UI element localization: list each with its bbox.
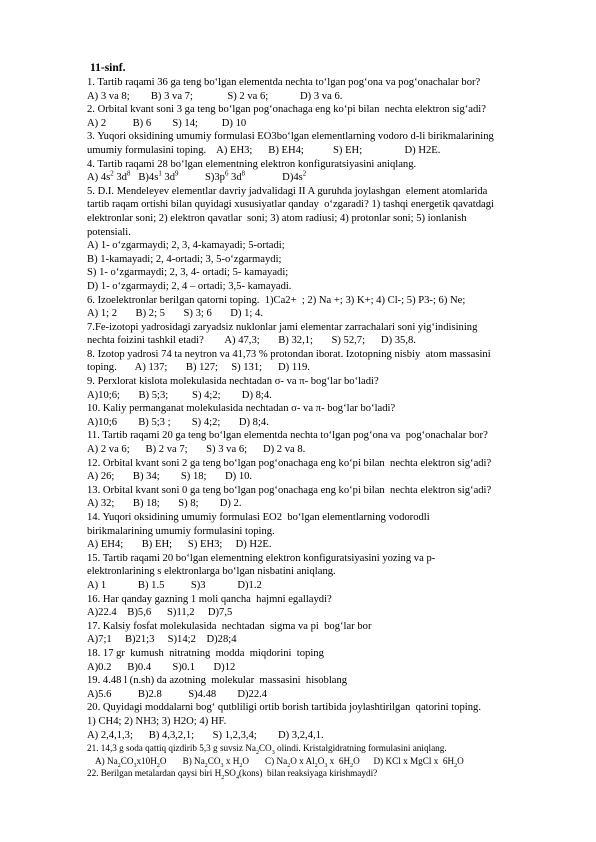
text-line: umumiy formulasini toping. A) EH3; B) EH4; S) EH; D) H2E. xyxy=(87,144,441,156)
text-line: birikmalarining umumiy formulasini toping. xyxy=(87,525,275,537)
text-line: A) 1- o‘zgarmaydi; 2, 3, 4-kamayadi; 5-ortadi; xyxy=(87,240,285,252)
text-line: S) 1- o‘zgarmaydi; 2, 3, 4- ortadi; 5- kamayadi; xyxy=(87,267,289,279)
text-line: 13. Orbital kvant soni 0 ga teng bo‘lgan pog‘onachaga eng ko‘pi bilan nechta elektron sig‘adi? xyxy=(87,484,492,496)
text-line: 2. Orbital kvant soni 3 ga teng bo‘lgan pog‘onachaga eng ko‘pi bilan nechta elektron sig‘adi? xyxy=(87,104,486,116)
text-line: A) $4s^2$ $3d^8$ $B)4s^1$ $3d^9$ $S)3p^6$ $3d^8$ $D)4s^2$ xyxy=(87,170,307,184)
text-line: 5. D.I. Mendeleyev elementlar davriy jadvalidagi II A guruhda joylashgan element atomlarida xyxy=(87,185,488,197)
text-line: 22. Berilgan metalardan qaysi biri $H_2SO_4(kons)$ bilan reaksiyaga kirishmaydi? xyxy=(87,767,378,781)
page-title: 11-sinf. xyxy=(90,62,126,74)
text-line: A)10;6 B) 5;3 ; S) 4;2; D) 8;4. xyxy=(87,416,269,428)
text-line: A) 2 B) 6 S) 14; D) 10 xyxy=(87,117,247,129)
text-line: 11. Tartib raqami 20 ga teng bo‘lgan elementda nechta to‘lgan pog‘ona va pog‘onachalar bor? xyxy=(87,430,488,442)
text-line: A) 2 va 6; B) 2 va 7; S) 3 va 6; D) 2 va 8. xyxy=(87,444,306,456)
text-line: elektronlarining s elektronlarga bo‘lgan nisbatini aniqlang. xyxy=(87,566,336,578)
text-line: 17. Kalsiy fosfat molekulasida nechtadan sigma va pi bog‘lar bor xyxy=(87,620,372,632)
text-line: 3. Yuqori oksidining umumiy formulasi EO3bo‘lgan elementlarning vodoro d-li birikmalarining xyxy=(87,131,494,143)
text-line: 9. Perxlorat kislota molekulasida nechtadan σ- va π- bog‘lar bo‘ladi? xyxy=(87,376,379,388)
text-line: elektronlar soni; 2) elektron qavatlar soni; 3) atom radiusi; 4) protonlar soni; 5) ionlanish xyxy=(87,212,467,224)
text-line: 4. Tartib raqami 28 bo‘lgan elementning elektron konfiguratsiyasini aniqlang. xyxy=(87,158,417,170)
text-line: D) 1- o‘zgarmaydi; 2, 4 – ortadi; 3,5- kamayadi. xyxy=(87,280,292,292)
text-line: A)0.2 B)0.4 S)0.1 D)12 xyxy=(87,661,236,673)
text-line: 7.Fe-izotopi yadrosidagi zaryadsiz nuklonlar jami elementar zarrachalari soni yig‘indisining xyxy=(87,321,478,333)
text-line: 1) CH4; 2) NH3; 3) H2O; 4) HF. xyxy=(87,715,227,727)
text-line: A)22.4 B)5,6 S)11,2 D)7,5 xyxy=(87,607,233,619)
text-line: A)5.6 B)2.8 S)4.48 D)22.4 xyxy=(87,688,268,700)
text-line: 15. Tartib raqami 20 bo‘lgan elementning elektron konfiguratsiyasini yozing va p- xyxy=(87,552,436,564)
text-line: A) 32; B) 18; S) 8; D) 2. xyxy=(87,498,242,510)
text-line: A) 1; 2 B) 2; 5 S) 3; 6 D) 1; 4. xyxy=(87,308,263,320)
text-line: A) EH4; B) EH; S) EH3; D) H2E. xyxy=(87,539,272,551)
text-line: A) 2,4,1,3; B) 4,3,2,1; S) 1,2,3,4; D) 3,2,4,1. xyxy=(87,729,324,741)
text-line: A) $Na_2CO_3x10H_2O$ B) $Na_2CO_3$ x $H_2O$ C) $Na_2O$ x $Al_2O_3$ x $6H_2O$ D) KCl x MgCl x $6H_2O$ xyxy=(95,755,464,769)
text-line: 10. Kaliy permanganat molekulasida nechtadan σ- va π- bog‘lar bo‘ladi? xyxy=(87,403,396,415)
text-line: 21. 14,3 g soda qattiq qizdirib 5,3 g suvsiz $Na_2CO_3$ olindi. Kristalgidratning formulasini aniqlang. xyxy=(87,743,447,756)
text-line: 16. Har qanday gazning 1 moli qancha hajmni egallaydi? xyxy=(87,593,332,605)
question-list xyxy=(87,76,566,779)
text-line: 19. 4.48 l (n.sh) da azotning molekular massasini hisoblang xyxy=(87,675,348,687)
text-line: toping. A) 137; B) 127; S) 131; D) 119. xyxy=(87,362,310,374)
text-line: potensiali. xyxy=(87,226,131,238)
text-line: A)10;6; B) 5;3; S) 4;2; D) 8;4. xyxy=(87,389,272,401)
text-line: A) 3 va 8; B) 3 va 7; S) 2 va 6; D) 3 va 6. xyxy=(87,90,343,102)
text-line: tartib raqam ortishi bilan quyidagi xususiyatlar qanday o‘zgaradi? 1) tashqi energetik qavatdagi xyxy=(87,199,494,211)
text-line: 12. Orbital kvant soni 2 ga teng bo‘lgan pog‘onachaga eng ko‘pi bilan nechta elektron sig‘adi? xyxy=(87,457,492,469)
text-line: 14. Yuqori oksidining umumiy formulasi EO2 bo‘lgan elementlarning vodorodli xyxy=(87,512,430,523)
text-line: nechta foizini tashkil etadi? A) 47,3; B) 32,1; S) 52,7; D) 35,8. xyxy=(87,335,416,347)
text-line: A) 26; B) 34; S) 18; D) 10. xyxy=(87,471,253,483)
text-line: 20. Quyidagi moddalarni bog‘ qutbliligi ortib borish tartibida joylashtirilgan qatorini toping. xyxy=(87,702,481,714)
text-line: 6. Izoelektronlar berilgan qatorni toping. 1)Ca2+ ; 2) Na +; 3) K+; 4) Cl-; 5) P3-; 6) Ne; xyxy=(87,294,466,306)
text-line: 8. Izotop yadrosi 74 ta neytron va 41,73 % protondan iborat. Izotopning nisbiy atom massasini xyxy=(87,348,491,360)
text-line: A) 1 B) 1.5 S)3 D)1.2 xyxy=(87,579,262,591)
text-line: B) 1-kamayadi; 2, 4-ortadi; 3, 5-o‘zgarmaydi; xyxy=(87,253,282,265)
text-line: 1. Tartib raqami 36 ga teng bo‘lgan elementda nechta to‘lgan pog‘ona va pog‘onachalar bor? xyxy=(87,77,481,88)
text-line: A)7;1 B)21;3 S)14;2 D)28;4 xyxy=(87,634,237,646)
text-line: 18. 17 gr kumush nitratning modda miqdorini toping xyxy=(87,647,324,659)
